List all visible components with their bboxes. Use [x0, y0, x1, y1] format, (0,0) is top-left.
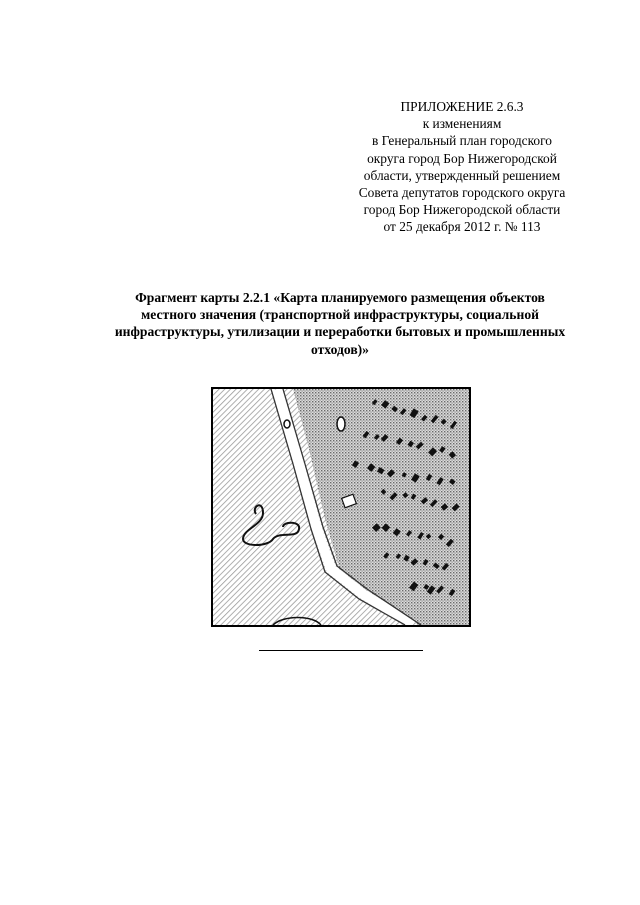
fragment-title-line: Фрагмент карты 2.2.1 «Карта планируемого размещения объектов: [135, 290, 545, 305]
fragment-title-line: отходов)»: [311, 341, 369, 357]
appendix-line: области, утвержденный решением: [363, 167, 561, 183]
appendix-line: округа город Бор Нижегородской: [367, 150, 557, 166]
map-image: [213, 389, 469, 625]
end-rule: [259, 650, 423, 651]
appendix-line: к изменениям: [422, 116, 502, 132]
appendix-line: ПРИЛОЖЕНИЕ 2.6.3: [400, 99, 524, 114]
map-pond-district: [337, 417, 345, 431]
fragment-title: [78, 289, 602, 358]
map-fragment: [211, 387, 471, 627]
appendix-header: [330, 98, 594, 236]
fragment-title-line: инфраструктуры, утилизации и переработки бытовых и промышленных: [114, 324, 566, 340]
fragment-title-line: местного значения (транспортной инфраструктуры, социальной: [141, 307, 539, 323]
appendix-line: в Генеральный план городского: [372, 133, 552, 149]
appendix-line: Совета депутатов городского округа: [358, 185, 566, 201]
appendix-line: от 25 декабря 2012 г. № 113: [383, 219, 541, 235]
appendix-line: город Бор Нижегородской области: [363, 202, 561, 218]
